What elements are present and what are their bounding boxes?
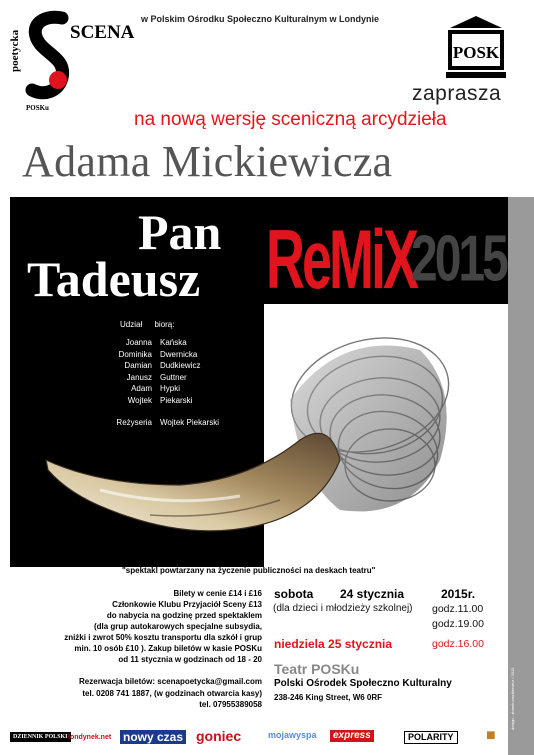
ticket-line: (dla grup autokarowych specjalne subsydia, [93,622,262,631]
cast-member [60,396,200,408]
venue-name: Teatr POSKu [274,661,360,677]
title-pan: Pan [138,204,222,260]
sponsor-logo: londynek.net [68,734,112,741]
ticket-line: Bilety w cenie £14 i £16 [173,589,262,598]
title-tadeusz: Tadeusz [27,251,201,307]
contact-info [12,676,262,711]
cast-last-name: Dwernicka [160,349,198,359]
cast-member [60,350,200,362]
svg-text:SCENA: SCENA [70,22,135,43]
show-time: godz.19.00 [432,618,484,630]
director-credit [60,418,219,427]
ticket-line: zniżki i zwrot 50% kosztu transportu dla szkół i grup [64,633,262,642]
director-label: Reżyseria [116,418,152,427]
cast-list [60,338,200,407]
show-year: 2015r. [441,587,476,601]
cast-member [60,338,200,350]
sponsor-logo: POLARITY [404,731,458,744]
design-credit: design - zbarek.mroźkiewicz / 2015 [510,667,515,730]
cast-first-name: Damian [124,361,152,370]
cast-first-name: Dominika [118,349,152,359]
author-name: Adama Mickiewicza [22,137,393,186]
zaprasza-text: zaprasza [412,82,502,105]
sunday-date: niedziela 25 stycznia [274,637,393,651]
cast-member [60,373,200,385]
sponsor-logo: express [330,730,374,742]
svg-text:POSK: POSK [452,43,500,62]
cast-first-name: Adam [131,384,152,393]
venue-full-name: Polski Ośrodek Społeczno Kulturalny [274,678,452,689]
quote: "spektakl powtarzany na życzenie publiczności na deskach teatru" [122,566,376,575]
contact-phone: tel. 0208 741 1887, (w godzinach otwarcia kasy) [82,688,262,698]
sponsor-bar [10,726,508,750]
title-remix: ReMiX [266,213,417,307]
venue-address: 238-246 King Street, W6 0RF [274,693,383,702]
ticket-line: Członkowie Klubu Przyjaciół Sceny £13 [112,600,262,609]
show-time: godz.16.00 [432,638,484,650]
title-year: 2015 [411,223,506,296]
cast-last-name: Kańska [160,338,187,347]
cast-first-name: Janusz [126,372,152,382]
cast-heading-label: Udział [120,320,143,329]
cast-member [60,384,200,396]
scena-poetycka-logo [10,10,138,114]
contact-mobile: tel. 07955389058 [199,700,262,709]
ticket-line: min. 10 osób £10 ). Zakup biletów w kasie POSKu [74,644,262,653]
cast-last-name: Piekarski [160,395,193,405]
cast-member [60,361,200,373]
show-time: godz.11.00 [432,603,484,615]
sponsor-logo: DZIENNIK POLSKI [10,732,71,742]
saturday-note: (dla dzieci i młodzieży szkolnej) [273,603,413,614]
sponsor-logo: ■ [486,727,496,744]
sponsor-logo: goniec [196,728,242,744]
director-name: Wojtek Piekarski [160,418,219,427]
cast-last-name: Guttner [160,372,187,382]
ticket-line: od 11 stycznia w godzinach od 18 - 20 [118,655,262,664]
cast-heading [120,320,174,329]
sponsor-logo: nowy czas [120,730,186,744]
cast-last-name: Hypki [160,384,181,393]
ticket-line: do nabycia na godzinę przed spektaklem [106,611,262,620]
cast-first-name: Joanna [125,338,152,347]
saturday-date: 24 stycznia [340,587,405,601]
svg-text:POSKu: POSKu [26,104,49,112]
cast-last-name: Dudkiewicz [160,361,201,370]
posk-logo [444,14,508,80]
svg-text:poetycka: poetycka [10,29,21,72]
subtitle: na nową wersję sceniczną arcydzieła [134,109,447,130]
tagline: w Polskim Ośrodku Społeczno Kulturalnym w Londynie [141,14,380,24]
cast-first-name: Wojtek [127,395,152,405]
ticket-info [30,588,262,665]
sponsor-logo: mojawyspa [268,730,317,740]
contact-email[interactable]: Rezerwacja biletów: scenapoetycka@gmail.com [79,677,262,686]
saturday-label: sobota [274,587,314,601]
cast-heading-label-2: biorą: [154,320,175,329]
